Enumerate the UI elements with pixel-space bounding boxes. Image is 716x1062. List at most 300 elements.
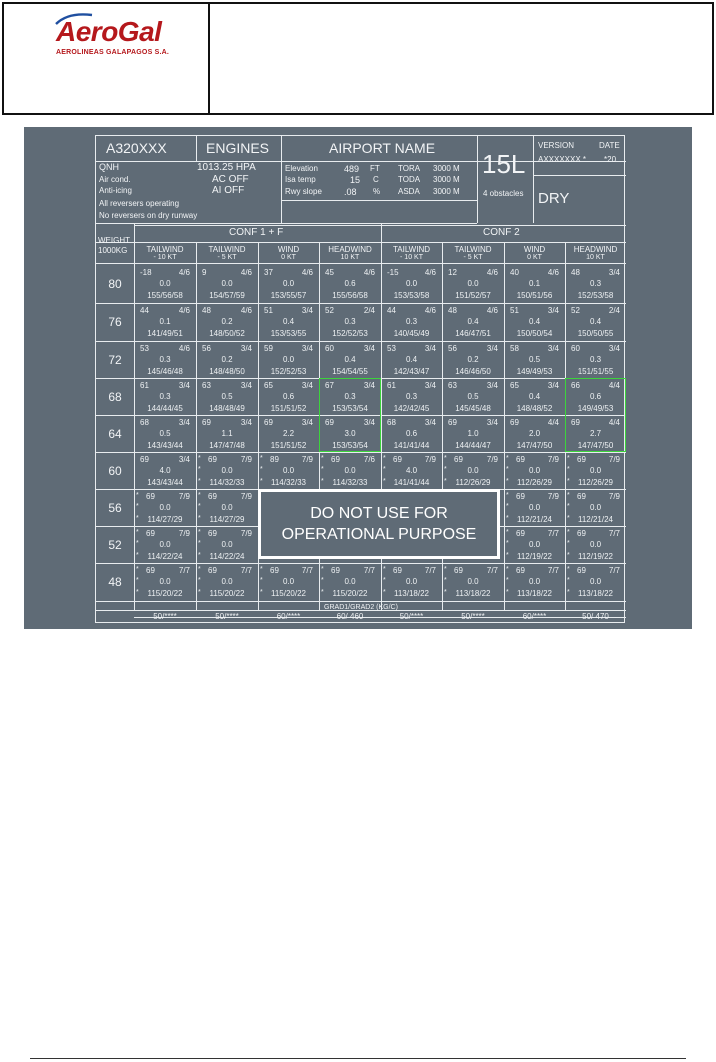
tora-value: 3000 M [433, 164, 460, 173]
cell-flap-thr: 3/4 [178, 455, 190, 464]
warning-box [258, 489, 500, 559]
cell-flap-thr: 7/7 [424, 566, 436, 575]
cell-temp: 89 [270, 455, 279, 464]
table-cell [381, 563, 442, 601]
cell-speeds: 115/20/22 [209, 589, 245, 598]
antiice-label: Anti-icing [99, 186, 132, 195]
cell-limit-marker: * [136, 503, 139, 510]
weight-unit-label: 1000KG [98, 246, 128, 255]
cell-temp: 69 [140, 455, 149, 464]
elevation-label: Elevation [285, 164, 318, 173]
table-cell [504, 341, 565, 378]
table-cell [196, 526, 258, 563]
cell-temp: 52 [571, 306, 580, 315]
cell-flap-thr: 7/7 [301, 566, 313, 575]
cell-temp: 69 [571, 418, 580, 427]
cell-flap-thr: 3/4 [486, 344, 498, 353]
grid-line [281, 136, 282, 223]
column-header-1-line1: TAILWIND [146, 245, 184, 254]
cell-temp: 69 [577, 529, 586, 538]
grid-line [281, 200, 477, 201]
cell-limit-marker: * [506, 552, 509, 559]
cell-limit-marker: * [198, 466, 201, 473]
grid-line [196, 136, 197, 161]
table-cell [196, 489, 258, 526]
cell-limit-marker: * [198, 529, 201, 536]
isa-label: Isa temp [285, 175, 316, 184]
cell-speed-delta: 0.0 [405, 577, 418, 586]
cell-speeds: 151/51/52 [270, 441, 307, 450]
cell-temp: 69 [448, 418, 457, 427]
column-header-2-line1: TAILWIND [208, 245, 246, 254]
cell-limit-marker: * [383, 466, 386, 473]
cell-temp: 53 [140, 344, 149, 353]
cell-flap-thr: 4/6 [424, 306, 436, 315]
table-cell [381, 378, 442, 415]
cell-flap-thr: 7/9 [240, 492, 252, 501]
cell-temp: 56 [202, 344, 211, 353]
cell-flap-thr: 4/4 [608, 381, 620, 390]
highlight-box [565, 378, 626, 452]
surface-label: DRY [538, 190, 570, 207]
grad-value-3: 60/**** [276, 612, 301, 621]
table-cell [196, 378, 258, 415]
cell-temp: -18 [140, 268, 152, 277]
cell-speed-delta: 0.6 [405, 429, 418, 438]
cell-flap-thr: 3/4 [240, 381, 252, 390]
cell-temp: 61 [387, 381, 396, 390]
cell-limit-marker: * [321, 589, 324, 596]
cell-limit-marker: * [136, 515, 139, 522]
cell-speed-delta: 0.3 [589, 355, 602, 364]
cell-speeds: 150/50/54 [516, 329, 553, 338]
cell-flap-thr: 4/6 [486, 306, 498, 315]
column-header-7-line2: 0 KT [527, 254, 542, 261]
aircond-label: Air cond. [99, 175, 131, 184]
grid-line [134, 617, 626, 618]
conf2-label: CONF 2 [483, 227, 520, 238]
cell-flap-thr: 3/4 [301, 344, 313, 353]
table-cell [319, 452, 381, 489]
cell-speeds: 113/18/22 [455, 589, 491, 598]
cell-temp: 69 [146, 566, 155, 575]
cell-temp: 52 [325, 306, 334, 315]
cell-speeds: 148/48/52 [516, 404, 553, 413]
table-cell [442, 563, 504, 601]
cell-speeds: 141/41/44 [393, 478, 430, 487]
version-label: VERSION [538, 141, 575, 150]
cell-temp: 51 [264, 306, 273, 315]
cell-limit-marker: * [567, 478, 570, 485]
cell-flap-thr: 4/6 [240, 306, 252, 315]
cell-speed-delta: 0.3 [344, 317, 356, 326]
cell-speed-delta: 4.0 [405, 466, 418, 475]
cell-speed-delta: 2.2 [282, 429, 295, 438]
table-cell [442, 378, 504, 415]
cell-speeds: 147/47/48 [209, 441, 245, 450]
cell-flap-thr: 3/4 [424, 418, 436, 427]
cell-flap-thr: 4/6 [301, 268, 313, 277]
cell-flap-thr: 7/9 [301, 455, 313, 464]
cell-speeds: 115/20/22 [147, 589, 183, 598]
table-cell [442, 452, 504, 489]
grad-value-1: 50/**** [153, 612, 177, 621]
cell-speeds: 115/20/22 [332, 589, 368, 598]
cell-flap-thr: 4/6 [486, 268, 498, 277]
cell-speeds: 153/53/55 [270, 329, 307, 338]
column-header-5-line2: - 10 KT [400, 254, 423, 261]
cell-speeds: 113/18/22 [517, 589, 552, 598]
table-cell [565, 563, 626, 601]
cell-flap-thr: 7/9 [240, 529, 252, 538]
cell-temp: 48 [448, 306, 457, 315]
table-cell [442, 265, 504, 303]
cell-flap-thr: 4/6 [240, 268, 252, 277]
cell-speeds: 141/49/51 [147, 329, 183, 338]
cell-flap-thr: 7/7 [240, 566, 252, 575]
cell-flap-thr: 7/7 [608, 529, 620, 538]
slope-unit: % [373, 187, 381, 196]
aircond-value: AC OFF [212, 174, 249, 185]
table-cell [381, 265, 442, 303]
cell-flap-thr: 3/4 [547, 344, 559, 353]
cell-speed-delta: 0.0 [221, 577, 233, 586]
cell-temp: 51 [510, 306, 519, 315]
table-cell [381, 415, 442, 452]
cell-limit-marker: * [136, 529, 139, 536]
cell-temp: 61 [140, 381, 149, 390]
table-cell [381, 452, 442, 489]
cell-speeds: 114/22/24 [209, 552, 245, 561]
weight-60: 60 [108, 463, 122, 478]
cell-speed-delta: 0.0 [528, 503, 541, 512]
cell-speed-delta: 0.5 [159, 429, 171, 438]
table-cell [258, 265, 319, 303]
obstacles-label: 4 obstacles [483, 189, 524, 198]
table-cell [134, 265, 196, 303]
cell-speed-delta: 0.0 [282, 279, 295, 288]
cell-speeds: 147/47/50 [577, 441, 614, 450]
cell-limit-marker: * [506, 455, 509, 462]
cell-limit-marker: * [506, 540, 509, 547]
column-header-2-line2: - 5 KT [217, 254, 237, 261]
cell-speed-delta: 0.0 [282, 355, 295, 364]
cell-speeds: 144/44/45 [147, 404, 183, 413]
cell-temp: 69 [393, 566, 402, 575]
cell-temp: 63 [202, 381, 211, 390]
isa-unit: C [373, 175, 379, 184]
column-header-3-line2: 0 KT [281, 254, 296, 261]
weight-48: 48 [108, 575, 122, 589]
slope-value: .08 [344, 187, 357, 197]
cell-limit-marker: * [383, 577, 386, 584]
cell-speeds: 153/53/54 [332, 404, 368, 413]
cell-temp: 69 [393, 455, 402, 464]
table-cell [196, 303, 258, 341]
cell-limit-marker: * [260, 466, 263, 473]
cell-speed-delta: 0.0 [221, 466, 233, 475]
grid-line [477, 136, 478, 223]
cell-speed-delta: 0.0 [528, 540, 541, 549]
cell-speed-delta: 0.6 [344, 279, 356, 288]
cell-temp: 58 [510, 344, 519, 353]
cell-limit-marker: * [383, 478, 386, 485]
weight-72: 72 [108, 352, 122, 367]
cell-speed-delta: 0.1 [159, 317, 171, 326]
cell-limit-marker: * [567, 492, 570, 499]
cell-temp: 68 [140, 418, 149, 427]
cell-limit-marker: * [198, 540, 201, 547]
cell-speed-delta: 0.0 [589, 503, 602, 512]
cell-speed-delta: 0.0 [159, 540, 171, 549]
logo-cell [4, 4, 210, 113]
cell-temp: 69 [516, 529, 525, 538]
cell-speeds: 153/53/54 [332, 441, 368, 450]
cell-flap-thr: 3/4 [240, 344, 252, 353]
cell-temp: 69 [510, 418, 519, 427]
cell-flap-thr: 3/4 [547, 306, 559, 315]
airline-logo: AeroGal [56, 16, 162, 47]
cell-limit-marker: * [444, 566, 447, 573]
cell-speed-delta: 0.4 [528, 317, 541, 326]
weight-80: 80 [108, 277, 122, 291]
cell-speeds: 146/47/51 [455, 329, 491, 338]
cell-limit-marker: * [383, 589, 386, 596]
cell-speeds: 114/32/33 [332, 478, 368, 487]
cell-speed-delta: 2.7 [589, 429, 602, 438]
cell-speed-delta: 0.5 [467, 392, 479, 401]
cell-speed-delta: 0.0 [221, 503, 233, 512]
cell-speeds: 112/26/29 [578, 478, 613, 487]
cell-temp: 69 [577, 455, 586, 464]
cell-speed-delta: 0.3 [159, 392, 171, 401]
cell-limit-marker: * [567, 540, 570, 547]
cell-speed-delta: 0.0 [282, 577, 295, 586]
cell-limit-marker: * [321, 577, 324, 584]
column-header-7-line1: WIND [523, 245, 546, 254]
table-cell [258, 452, 319, 489]
grid-line [134, 225, 626, 226]
cell-speed-delta: 0.5 [528, 355, 541, 364]
toda-label: TODA [398, 175, 421, 184]
cell-limit-marker: * [260, 478, 263, 485]
cell-speeds: 149/49/53 [577, 404, 614, 413]
qnh-label: QNH [99, 162, 119, 172]
cell-speed-delta: 0.4 [589, 317, 602, 326]
cell-speed-delta: 0.0 [589, 466, 602, 475]
cell-limit-marker: * [506, 566, 509, 573]
cell-temp: 63 [448, 381, 457, 390]
cell-flap-thr: 4/6 [178, 344, 190, 353]
cell-flap-thr: 3/4 [240, 418, 252, 427]
table-cell [565, 489, 626, 526]
cell-flap-thr: 3/4 [424, 381, 436, 390]
cell-speed-delta: 0.1 [528, 279, 541, 288]
column-header-8-line2: 10 KT [586, 254, 605, 261]
cell-speeds: 114/22/24 [147, 552, 183, 561]
elevation-unit: FT [370, 164, 380, 173]
table-cell [442, 303, 504, 341]
cell-speed-delta: 0.6 [589, 392, 602, 401]
cell-temp: 37 [264, 268, 273, 277]
table-cell [134, 526, 196, 563]
cell-speeds: 112/26/29 [517, 478, 552, 487]
cell-speed-delta: 0.0 [344, 466, 356, 475]
cell-temp: 45 [325, 268, 334, 277]
cell-limit-marker: * [198, 503, 201, 510]
cell-speeds: 152/53/58 [577, 291, 614, 300]
cell-limit-marker: * [444, 577, 447, 584]
table-cell [504, 452, 565, 489]
cell-speed-delta: 0.0 [528, 577, 541, 586]
table-cell [565, 526, 626, 563]
cell-temp: 67 [325, 381, 334, 390]
page-bottom-rule [30, 1058, 686, 1059]
cell-speeds: 148/50/52 [209, 329, 245, 338]
cell-speeds: 154/57/59 [209, 291, 245, 300]
cell-speed-delta: 0.0 [282, 466, 295, 475]
highlight-box [319, 378, 381, 452]
cell-flap-thr: 3/4 [486, 381, 498, 390]
cell-temp: 69 [331, 566, 340, 575]
cell-limit-marker: * [260, 455, 263, 462]
cell-speeds: 146/46/50 [455, 367, 491, 376]
cell-limit-marker: * [567, 515, 570, 522]
cell-temp: 40 [510, 268, 519, 277]
cell-flap-thr: 7/7 [608, 566, 620, 575]
cell-speed-delta: 0.2 [467, 355, 479, 364]
cell-temp: 65 [264, 381, 273, 390]
table-cell [319, 341, 381, 378]
cell-temp: 65 [510, 381, 519, 390]
cell-speed-delta: 0.3 [405, 392, 418, 401]
cell-speed-delta: 0.0 [159, 279, 171, 288]
cell-speeds: 112/21/24 [578, 515, 613, 524]
cell-temp: 69 [331, 455, 340, 464]
table-cell [134, 378, 196, 415]
cell-temp: 69 [208, 566, 217, 575]
airline-logo-subtitle: AEROLINEAS GALAPAGOS S.A. [56, 49, 169, 56]
table-cell [504, 563, 565, 601]
cell-flap-thr: 4/6 [178, 306, 190, 315]
conf1-label: CONF 1 + F [229, 227, 284, 238]
cell-speeds: 150/50/55 [577, 329, 614, 338]
cell-temp: 69 [208, 492, 217, 501]
cell-limit-marker: * [136, 577, 139, 584]
cell-flap-thr: 7/9 [608, 455, 620, 464]
cell-flap-thr: 7/9 [547, 455, 559, 464]
asda-value: 3000 M [433, 187, 460, 196]
cell-limit-marker: * [506, 478, 509, 485]
cell-limit-marker: * [506, 503, 509, 510]
cell-limit-marker: * [567, 529, 570, 536]
cell-flap-thr: 4/6 [363, 268, 375, 277]
column-header-4-line2: 10 KT [340, 254, 360, 261]
cell-temp: 53 [387, 344, 396, 353]
table-cell [504, 303, 565, 341]
cell-limit-marker: * [321, 566, 324, 573]
aircraft-type: A320XXX [106, 140, 167, 156]
cell-speeds: 112/26/29 [455, 478, 491, 487]
column-header-4-line1: HEADWIND [328, 245, 372, 254]
cell-speed-delta: 0.0 [221, 540, 233, 549]
table-cell [565, 303, 626, 341]
cell-speeds: 112/19/22 [517, 552, 552, 561]
airport-name: AIRPORT NAME [329, 140, 436, 156]
cell-temp: 48 [202, 306, 211, 315]
cell-speeds: 142/42/45 [393, 404, 430, 413]
cell-flap-thr: 3/4 [608, 344, 620, 353]
cell-limit-marker: * [321, 478, 324, 485]
grad-value-7: 60/**** [522, 612, 547, 621]
cell-speeds: 148/48/50 [209, 367, 245, 376]
cell-speeds: 145/45/48 [455, 404, 491, 413]
cell-speed-delta: 0.4 [467, 317, 479, 326]
table-cell [319, 303, 381, 341]
cell-flap-thr: 2/4 [608, 306, 620, 315]
cell-speeds: 112/21/24 [517, 515, 552, 524]
cell-flap-thr: 3/4 [301, 381, 313, 390]
cell-speed-delta: 0.3 [589, 279, 602, 288]
cell-limit-marker: * [567, 566, 570, 573]
table-cell [319, 265, 381, 303]
grid-line [96, 263, 626, 264]
cell-speed-delta: 0.4 [282, 317, 295, 326]
table-cell [504, 526, 565, 563]
cell-temp: 66 [571, 381, 580, 390]
table-cell [442, 341, 504, 378]
cell-limit-marker: * [444, 589, 447, 596]
cell-speeds: 140/45/49 [393, 329, 430, 338]
cell-flap-thr: 3/4 [301, 306, 313, 315]
cell-speeds: 150/51/56 [516, 291, 553, 300]
weight-64: 64 [108, 426, 122, 441]
grad-label: GRAD1/GRAD2 (KG/C) [324, 604, 398, 611]
cell-limit-marker: * [198, 455, 201, 462]
cell-temp: 69 [264, 418, 273, 427]
table-cell [258, 563, 319, 601]
cell-temp: 48 [571, 268, 580, 277]
table-cell [319, 563, 381, 601]
cell-flap-thr: 3/4 [547, 381, 559, 390]
tora-label: TORA [398, 164, 421, 173]
cell-flap-thr: 7/9 [547, 492, 559, 501]
cell-temp: 69 [454, 455, 463, 464]
table-cell [565, 265, 626, 303]
cell-limit-marker: * [198, 478, 201, 485]
cell-flap-thr: 4/6 [547, 268, 559, 277]
table-cell [134, 415, 196, 452]
table-cell [565, 341, 626, 378]
cell-limit-marker: * [383, 455, 386, 462]
runway-id: 15L [482, 149, 526, 179]
cell-flap-thr: 7/9 [424, 455, 436, 464]
cell-flap-thr: 3/4 [608, 268, 620, 277]
cell-temp: 69 [270, 566, 279, 575]
cell-speeds: 114/32/33 [209, 478, 245, 487]
cell-flap-thr: 4/4 [608, 418, 620, 427]
cell-limit-marker: * [444, 466, 447, 473]
cell-speeds: 152/52/53 [332, 329, 368, 338]
cell-flap-thr: 3/4 [178, 381, 190, 390]
table-cell [134, 489, 196, 526]
cell-speeds: 113/18/22 [578, 589, 613, 598]
antiice-value: AI OFF [212, 185, 245, 196]
column-header-6-line1: TAILWIND [454, 245, 492, 254]
grad-value-6: 50/**** [461, 612, 485, 621]
grid-line [96, 242, 626, 243]
cell-speed-delta: 2.0 [528, 429, 541, 438]
